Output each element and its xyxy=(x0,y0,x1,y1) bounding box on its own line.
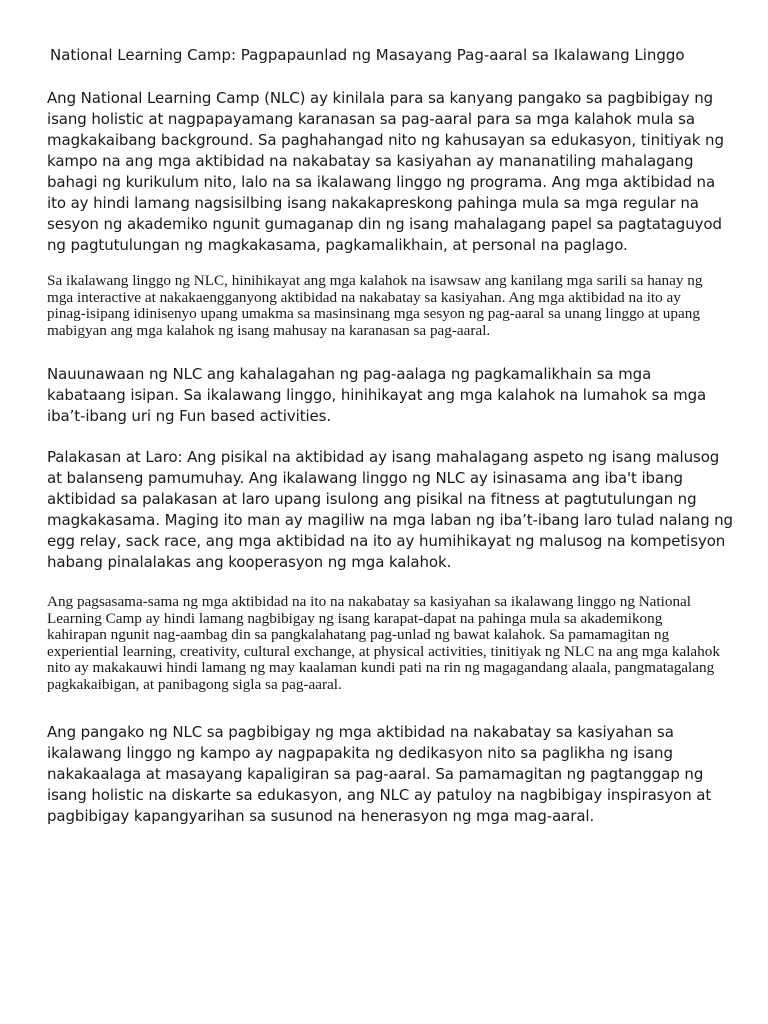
paragraph-integration: Ang pagsasama-sama ng mga aktibidad na ito na nakabatay sa kasiyahan sa ikalawang linggo ng National Learning Camp ay hindi lamang nagbibigay ng isang karapat-dapat na pahinga mula sa akademikong kahirapan ngunit nag-aambag din sa pangkalahatang pag-unlad ng bawat kalahok. Sa pamamagitan ng experiential learning, creativity, cultural exchange, at physical activities, tinitiyak ng NLC na ang mga kalahok nito ay makakauwi hindi lamang ng may kaalaman kundi pati na rin ng magagandang alaala, pangmatagalang pagkakaibigan, at panibagong sigla sa pag-aaral. xyxy=(47,593,720,693)
paragraph-intro: Ang National Learning Camp (NLC) ay kinilala para sa kanyang pangako sa pagbibigay ng isang holistic at nagpapayamang karanasan sa pag-aaral para sa mga kalahok mula sa magkakaibang background. Sa paghahangad nito ng kahusayan sa edukasyon, tinitiyak ng kampo na ang mga aktibidad na nakabatay sa kasiyahan ay mananatiling mahalagang bahagi ng kurikulum nito, lalo na sa ikalawang linggo ng programa. Ang mga aktibidad na ito ay hindi lamang nagsisilbing isang nakakapreskong pahinga mula sa mga regular na sesyon ng akademiko ngunit gumaganap din ng isang mahalagang papel sa pagtataguyod ng pagtutulungan ng magkakasama, pagkamalikhain, at personal na paglago. xyxy=(47,89,724,254)
paragraph-sports-games: Palakasan at Laro: Ang pisikal na aktibidad ay isang mahalagang aspeto ng isang malusog at balanseng pamumuhay. Ang ikalawang linggo ng NLC ay isinasama ang iba't ibang aktibidad sa palakasan at laro upang isulong ang pisikal na fitness at pagtutulungan ng magkakasama. Maging ito man ay magiliw na mga laban ng iba’t-ibang laro tulad nalang ng egg relay, sack race, ang mga aktibidad na ito ay humihikayat ng malusog na kompetisyon habang pinalalakas ang kooperasyon ng mga kalahok. xyxy=(47,448,733,571)
paragraph-second-week: Sa ikalawang linggo ng NLC, hinihikayat ang mga kalahok na isawsaw ang kanilang mga sarili sa hanay ng mga interactive at nakakaengganyong aktibidad na nakabatay sa kasiyahan. Ang mga aktibidad na ito ay pinag-isipang idinisenyo upang umakma sa masinsinang mga sesyon ng pag-aaral sa unang linggo at upang mabigyan ang mga kalahok ng isang mahusay na karanasan sa pag-aaral. xyxy=(47,272,703,339)
paragraph-conclusion: Ang pangako ng NLC sa pagbibigay ng mga aktibidad na nakabatay sa kasiyahan sa ikalawang linggo ng kampo ay nagpapakita ng dedikasyon nito sa paglikha ng isang nakakaalaga at masayang kapaligiran sa pag-aaral. Sa pamamagitan ng pagtanggap ng isang holistic na diskarte sa edukasyon, ang NLC ay patuloy na nagbibigay inspirasyon at pagbibigay kapangyarihan sa susunod na henerasyon ng mga mag-aaral. xyxy=(47,723,712,825)
document-title: National Learning Camp: Pagpapaunlad ng Masayang Pag-aaral sa Ikalawang Linggo xyxy=(50,46,685,64)
paragraph-creativity: Nauunawaan ng NLC ang kahalagahan ng pag-aalaga ng pagkamalikhain sa mga kabataang isipan. Sa ikalawang linggo, hinihikayat ang mga kalahok na lumahok sa mga iba’t-ibang uri ng Fun based activities. xyxy=(47,365,707,425)
